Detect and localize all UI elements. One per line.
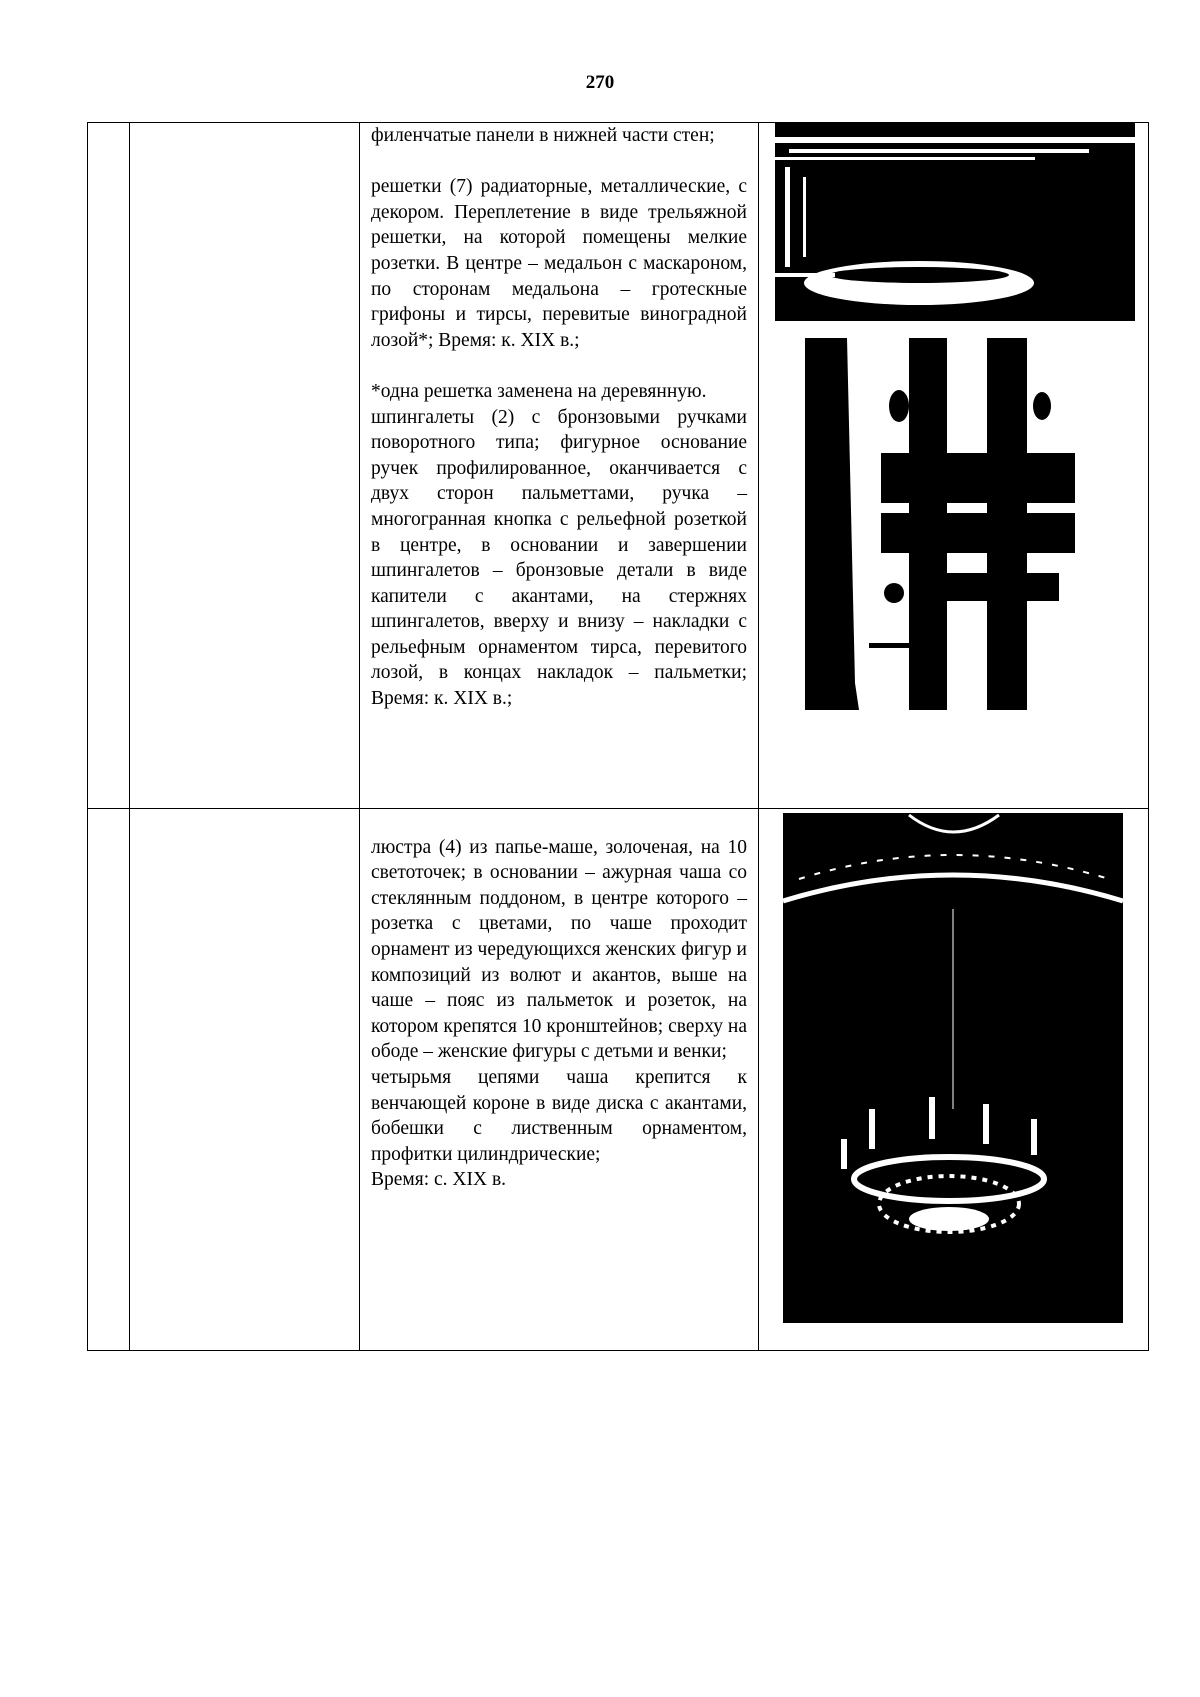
blank-line <box>371 809 747 835</box>
register-table <box>87 122 1149 1351</box>
table-row <box>88 809 1149 1351</box>
paragraph: Время: с. XIX в. <box>371 1169 507 1191</box>
paragraph: люстра (4) из папье-маше, золоченая, на 10 светоточек; в основании – ажурная чаша со стеклянным поддоном, в центре которого – розетка с цветами, по чаше проходит орнамент из чередующихся женских фигур и композиций из волют и акантов, выше на чаше – пояс из пальметок и розеток, на котором крепятся 10 кронштейнов; сверху на ободе – женские фигуры с детьми и венки; <box>371 836 747 1063</box>
name-cell <box>130 809 360 1351</box>
blank-line <box>371 353 747 379</box>
photo-cell <box>759 123 1149 809</box>
chandelier-photo <box>783 813 1123 1323</box>
paragraph: *одна решетка заменена на деревянную. <box>371 380 707 402</box>
paragraph: решетки (7) радиаторные, металлические, с декором. Переплетение в виде трельяжной решетки, на которой помещены мелкие розетки. В центре – медальон с маскароном, по сторонам медальона – гротескные грифоны и тирсы, перевитые виноградной лозой*; Время: к. XIX в.; <box>371 176 747 351</box>
description-cell <box>360 123 759 809</box>
paragraph: четырьмя цепями чаша крепится к венчающей короне в виде диска с акантами, бобешки с лиственным орнаментом, профитки цилиндрические; <box>371 1066 747 1165</box>
radiator-grille-photo <box>775 123 1135 321</box>
number-cell <box>88 809 130 1351</box>
paragraph: филенчатые панели в нижней части стен; <box>371 125 715 146</box>
photo-cell <box>759 809 1149 1351</box>
number-cell <box>88 123 130 809</box>
blank-line <box>371 149 747 175</box>
description-cell <box>360 809 759 1351</box>
window-latch-photo <box>805 338 1075 710</box>
paragraph: шпингалеты (2) с бронзовыми ручками поворотного типа; фигурное основание ручек профилированное, оканчивается с двух сторон пальметтами, ручка – многогранная кнопка с рельефной розеткой в центре, в основании и завершении шпингалетов – бронзовые детали в виде капители с акантами, на стержнях шпингалетов, вверху и внизу – накладки с рельефным орнаментом тирса, перевитого лозой, в концах накладок – пальметки; Время: к. XIX в.; <box>371 406 747 710</box>
table-row <box>88 123 1149 809</box>
page-number: 270 <box>585 72 615 93</box>
name-cell <box>130 123 360 809</box>
